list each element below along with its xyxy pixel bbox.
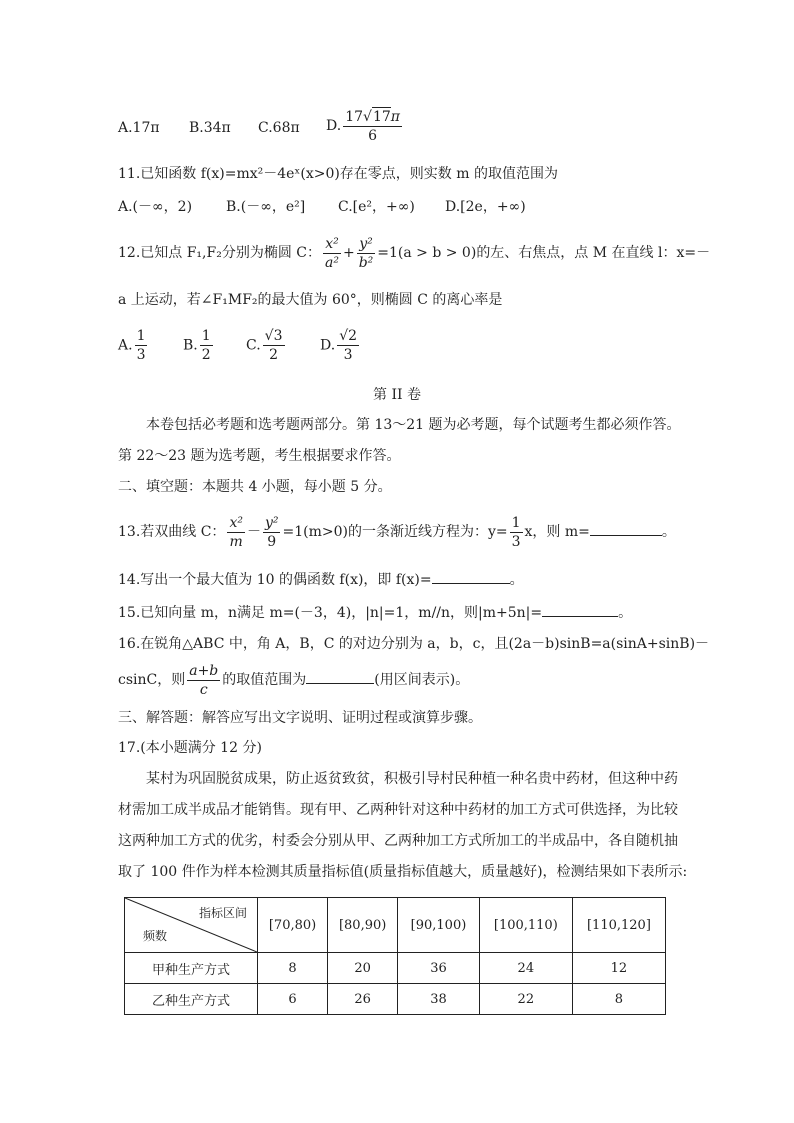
q15-answer-blank[interactable] bbox=[542, 616, 618, 617]
q14-answer-blank[interactable] bbox=[432, 583, 510, 584]
table-cell: 36 bbox=[398, 953, 480, 984]
solve-heading: 三、解答题：解答应写出文字说明、证明过程或演算步骤。 bbox=[118, 710, 482, 726]
q13-answer-blank[interactable] bbox=[590, 535, 662, 536]
table-cell: 24 bbox=[479, 953, 572, 984]
q12-stem: 12.已知点 F₁,F₂分别为椭圆 C： $\frac{\text{x²}}{\text{a²}}$ + $\frac{\text{y²}}{\text{b²}}$ =1(a > b > 0)的左、右焦点，点 M 在直线 l：x=－ bbox=[118, 235, 711, 271]
table-cell: 20 bbox=[328, 953, 398, 984]
table-cell: 8 bbox=[258, 953, 328, 984]
q10-option-a: A.17π bbox=[118, 120, 160, 136]
table-corner-cell bbox=[125, 898, 258, 953]
q10-option-c: C.68π bbox=[258, 120, 300, 136]
q12-stem-line2: a 上运动，若∠F₁MF₂的最大值为 60°，则椭圆 C 的离心率是 bbox=[118, 292, 503, 308]
q11-option-b: B.(－∞，e²] bbox=[226, 199, 306, 215]
table-cell: 8 bbox=[572, 984, 665, 1015]
section-title: 第 II 卷 bbox=[373, 387, 421, 403]
q17-para-3: 这两种加工方式的优劣，村委会分别从甲、乙两种加工方式所加工的半成品中，各自随机抽 bbox=[118, 833, 678, 849]
q11-option-a: A.(－∞，2) bbox=[118, 199, 193, 215]
q16-line1: 16.在锐角△ABC 中，角 A，B，C 的对边分别为 a，b，c，且(2a－b)sinB=a(sinA+sinB)－ bbox=[118, 636, 710, 652]
table-header-row bbox=[125, 898, 666, 953]
q12-option-d: D. $\frac{√2}{3}$ bbox=[320, 328, 358, 363]
q13: 13.若双曲线 C： $\frac{\text{x²}}{m}$ － $\frac{\text{y²}}{9}$ =1(m>0)的一条渐近线方程为：y= $\frac{1}{3}$ x，则 m= 。 bbox=[118, 514, 676, 550]
q14: 14.写出一个最大值为 10 的偶函数 f(x)，即 f(x)= 。 bbox=[118, 572, 524, 588]
q17-para-4: 取了 100 件作为样本检测其质量指标值(质量指标值越大，质量越好)，检测结果如下表所示: bbox=[118, 864, 688, 880]
section-intro-1: 本卷包括必考题和选考题两部分。第 13～21 题为必考题，每个试题考生都必须作答。 bbox=[146, 417, 681, 433]
table-header-cell: [90,100) bbox=[398, 898, 480, 953]
q16-line2: csinC，则 $\frac{a+b}{c}$ 的取值范围为 (用区间表示)。 bbox=[118, 662, 470, 698]
table-cell: 26 bbox=[328, 984, 398, 1015]
q12-option-a: A. $\frac{1}{3}$ bbox=[118, 328, 146, 363]
q10-option-d: D. $\frac{17√17\pi}{6}$ bbox=[326, 109, 400, 144]
q17-title: 17.(本小题满分 12 分) bbox=[118, 740, 262, 756]
table-header-cell: [110,120] bbox=[572, 898, 665, 953]
quality-table bbox=[124, 897, 666, 1015]
table-cell: 6 bbox=[258, 984, 328, 1015]
q16-answer-blank[interactable] bbox=[306, 683, 374, 684]
q11-stem: 11.已知函数 f(x)=mx²－4eˣ(x>0)存在零点，则实数 m 的取值范围为 bbox=[118, 166, 558, 182]
q11-option-d: D.[2e，+∞) bbox=[445, 199, 526, 215]
table-cell: 12 bbox=[572, 953, 665, 984]
section-intro-2: 第 22～23 题为选考题，考生根据要求作答。 bbox=[118, 448, 401, 464]
q12-option-b: B. $\frac{1}{2}$ bbox=[183, 328, 211, 363]
table-cell: 22 bbox=[479, 984, 572, 1015]
row-label: 乙种生产方式 bbox=[125, 984, 258, 1015]
q10-option-d-fraction: $\frac{17√17\pi}{6}$ bbox=[345, 109, 400, 144]
q17-para-1: 某村为巩固脱贫成果，防止返贫致贫，积极引导村民种植一种名贵中药材，但这种中药 bbox=[146, 771, 678, 787]
table-cell: 38 bbox=[398, 984, 480, 1015]
q17-para-2: 材需加工成半成品才能销售。现有甲、乙两种针对这种中药材的加工方式可供选择，为比较 bbox=[118, 802, 678, 818]
table-header-cell: [100,110) bbox=[479, 898, 572, 953]
q15: 15.已知向量 m，n满足 m=(－3，4)，|n|=1，m//n，则|m+5n|= 。 bbox=[118, 605, 633, 621]
fill-heading: 二、填空题：本题共 4 小题，每小题 5 分。 bbox=[118, 479, 392, 495]
q10-option-b: B.34π bbox=[189, 120, 231, 136]
table-row bbox=[125, 984, 666, 1015]
q11-option-c: C.[e²，+∞) bbox=[338, 199, 415, 215]
corner-bottom-label: 频数 bbox=[143, 929, 168, 943]
table-row bbox=[125, 953, 666, 984]
table-header-cell: [70,80) bbox=[258, 898, 328, 953]
corner-top-label: 指标区间 bbox=[198, 906, 247, 920]
row-label: 甲种生产方式 bbox=[125, 953, 258, 984]
q12-option-c: C. $\frac{√3}{2}$ bbox=[246, 328, 283, 363]
table-header-cell: [80,90) bbox=[328, 898, 398, 953]
